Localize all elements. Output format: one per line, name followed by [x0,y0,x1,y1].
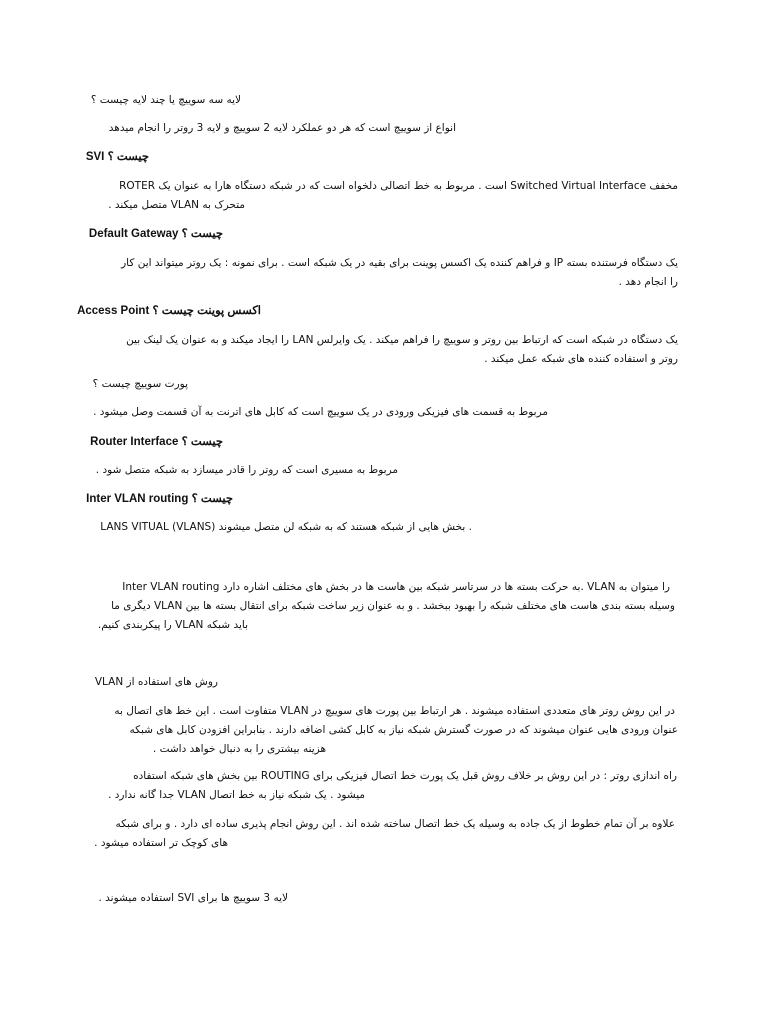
paragraph-inter-vlan-line2: وسیله بسته بندی هاست های مختلف شبکه را بهبود ببخشد . و به عنوان زیر ساخت شبکه برای انتقال بسته ها بین VLAN دیگری ما [111,600,675,612]
paragraph-access-point-line2: روتر و استفاده کننده های شبکه عمل میکند . [484,353,678,365]
paragraph-vlans: LANS VITUAL (VLANS) بخش هایی از شبکه هستند که به شبکه لن متصل میشوند . [100,521,472,533]
paragraph-method3-line1: علاوه بر آن تمام خطوط از یک جاده به وسیله یک خط اتصال ساخته شده اند . این روش انجام پذیری ساده ای دارد . و برای شبکه [115,818,675,830]
paragraph-svi-line2: متحرک به VLAN متصل میکند . [108,199,245,211]
paragraph-inter-vlan-line3: باید شبکه VLAN را پیکربندی کنیم. [97,619,248,631]
paragraph-method2-line2: میشود . یک شبکه نیاز به خط اتصال VLAN جدا گانه ندارد . [108,789,365,801]
paragraph-method1-line1: در این روش روتر های متعددی استفاده میشوند . هر ارتباط بین پورت های سوییچ در VLAN متفاوت است . این خط های اتصال به [114,705,675,717]
paragraph-gateway-line2: را انجام دهد . [618,276,678,288]
heading-inter-vlan-routing: Inter VLAN routing چیست ؟ [86,493,233,505]
paragraph-access-point-line1: یک دستگاه در شبکه است که ارتباط بین روتر و سوییچ را فراهم میکند . یک وایرلس LAN را ایجاد میکند و به عنوان یک لینک بین [126,334,678,346]
paragraph-gateway-line1: یک دستگاه فرستنده بسته IP و فراهم کننده یک اکسس پوینت برای بقیه در یک شبکه است . برای نمونه : یک روتر میتواند این کار [121,257,678,269]
paragraph-method1-line3: هزینه بیشتری را به دنبال خواهد داشت . [152,743,326,755]
heading-switch-port: پورت سوییچ چیست ؟ [92,378,188,390]
paragraph-method3-line2: های کوچک تر استفاده میشود . [94,837,228,849]
paragraph-method1-line2: عنوان ورودی هایی عنوان میشوند که در صورت گسترش شبکه نیاز به کابل کشی اضافه دارند . بنابراین افزودن کابل های شبکه [129,724,678,736]
heading-vlan-methods: روش های استفاده از VLAN [94,676,218,688]
heading-default-gateway: Default Gateway چیست ؟ [88,228,223,240]
paragraph-layer3-switch: انواع از سوییچ است که هر دو عملکرد لایه 2 سوییچ و لایه 3 روتر را انجام میدهد [108,122,456,134]
paragraph-inter-vlan-line1: Inter VLAN routing به حرکت بسته ها در سرتاسر شبکه بین هاست ها در بخش های مختلف اشاره دارد. VLAN را میتوان به [122,581,670,593]
paragraph-switch-port: مربوط به قسمت های فیزیکی ورودی در یک سوییچ است که کابل های اترنت به آن قسمت وصل میشود . [93,406,548,418]
heading-router-interface: Router Interface چیست ؟ [90,436,223,448]
paragraph-svi-line1: مخفف Switched Virtual Interface است . مربوط به خط اتصالی دلخواه است که در شبکه دستگاه هارا به عنوان یک ROTER [119,180,678,192]
paragraph-router-interface: مربوط به مسیری است که روتر را قادر میسازد به شبکه متصل شود . [95,464,398,476]
heading-svi: SVI چیست ؟ [85,151,149,163]
paragraph-method2-line1: راه اندازی روتر : در این روش بر خلاف روش قبل یک پورت خط اتصال فیزیکی برای ROUTING بین بخش های شبکه استفاده [133,770,677,782]
heading-access-point: Access Point اکسس پوینت چیست ؟ [77,305,261,317]
heading-layer3-switch: لایه سه سوییچ یا چند لایه چیست ؟ [90,94,241,106]
paragraph-layer3-svi: لایه 3 سوییچ ها برای SVI استفاده میشوند . [98,892,288,904]
